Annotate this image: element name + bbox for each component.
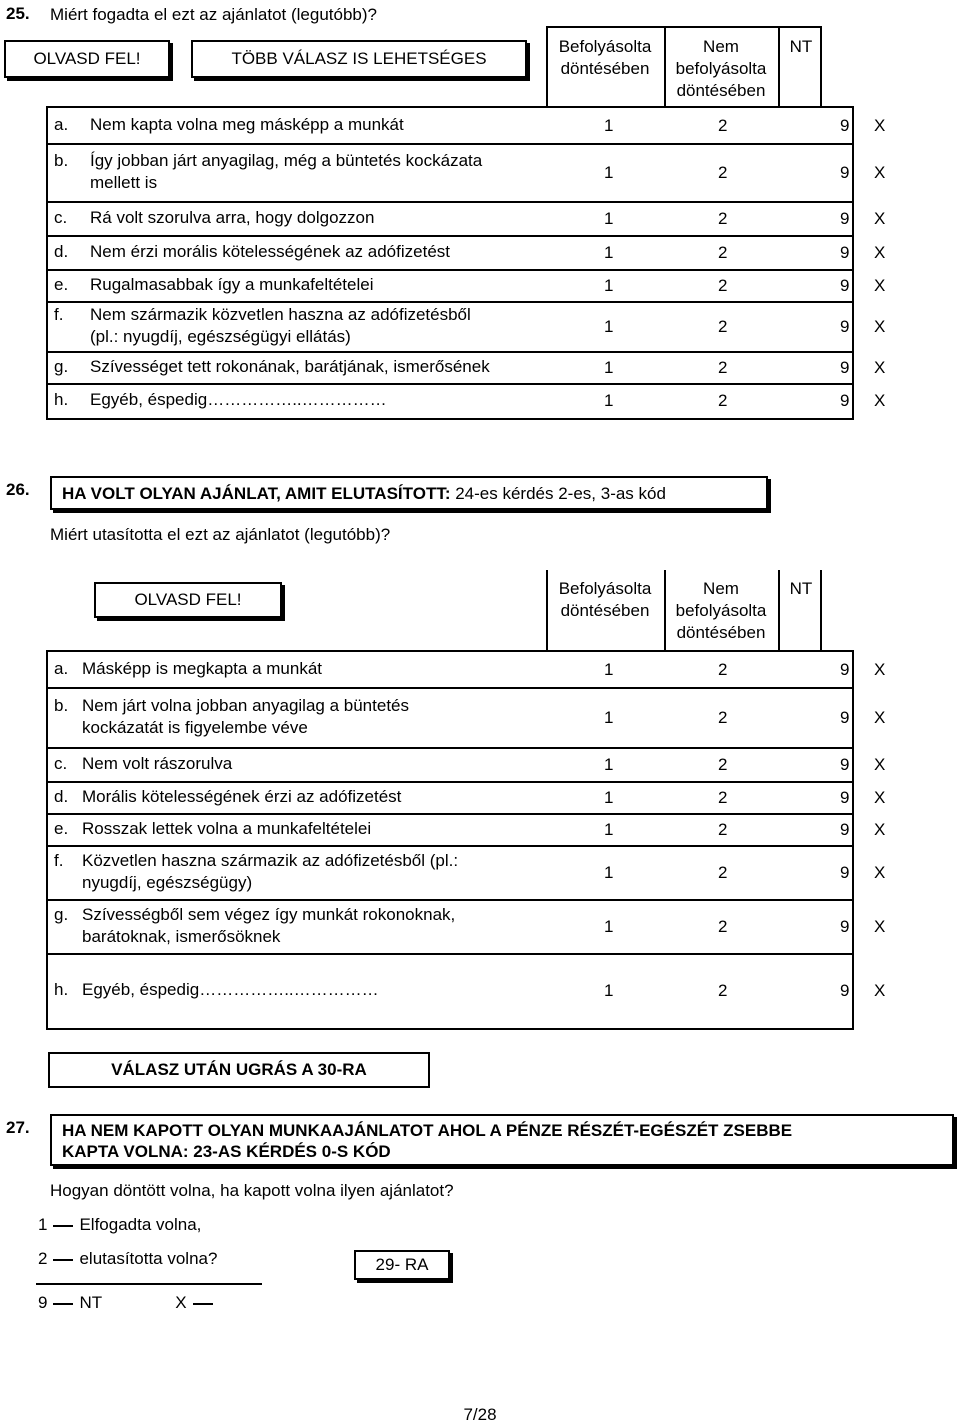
- code-options: [604, 980, 894, 1002]
- code-9[interactable]: 9: [840, 708, 850, 727]
- question-number-25: 25.: [6, 4, 30, 23]
- code-2[interactable]: 2: [718, 917, 728, 936]
- code-X[interactable]: X: [874, 243, 886, 262]
- read-aloud-box: [4, 40, 170, 78]
- answer-row: [48, 202, 886, 236]
- column-header-not-influenced-26: Nem befolyásolta döntésében: [675, 579, 767, 642]
- row-label: Rugalmasabbak így a munkafeltételei: [90, 275, 374, 294]
- code-1[interactable]: 1: [604, 755, 614, 774]
- code-options: [604, 787, 894, 809]
- code-options: [604, 659, 894, 681]
- option-nt: 9 NT X: [38, 1292, 219, 1314]
- row-letter: c.: [54, 754, 68, 773]
- answer-row: [48, 846, 886, 900]
- code-9[interactable]: 9: [840, 660, 850, 679]
- code-2[interactable]: 2: [718, 163, 728, 182]
- answer-row: [48, 900, 886, 954]
- code-1[interactable]: 1: [604, 660, 614, 679]
- code-1[interactable]: 1: [604, 391, 614, 410]
- row-letter: g.: [54, 357, 69, 376]
- column-header-influenced-26: Befolyásolta döntésében: [558, 579, 652, 620]
- code-options: [604, 275, 894, 297]
- goto-box: 29- RA: [354, 1250, 450, 1280]
- code-options: [604, 316, 894, 338]
- question-text-26: Miért utasította el ezt az ajánlatot (legutóbb)?: [50, 525, 391, 544]
- answer-row: [48, 814, 886, 846]
- row-letter: b.: [54, 696, 69, 715]
- row-letter: h.: [54, 980, 69, 999]
- code-X[interactable]: X: [874, 660, 886, 679]
- code-X[interactable]: X: [874, 317, 886, 336]
- code-2[interactable]: 2: [718, 391, 728, 410]
- code-X[interactable]: X: [874, 755, 886, 774]
- code-9[interactable]: 9: [840, 755, 850, 774]
- row-label: Nem járt volna jobban anyagilag a büntetés kockázatát is figyelembe véve: [82, 696, 409, 737]
- code-options: [604, 357, 894, 379]
- skip-instruction-box: VÁLASZ UTÁN UGRÁS A 30-RA: [48, 1052, 430, 1088]
- code-2[interactable]: 2: [718, 981, 728, 1000]
- code-9[interactable]: 9: [840, 917, 850, 936]
- code-X[interactable]: X: [874, 917, 886, 936]
- read-aloud-box-26: OLVASD FEL!: [94, 582, 282, 618]
- row-letter: b.: [54, 151, 69, 170]
- answer-row: [48, 782, 886, 814]
- code-1[interactable]: 1: [604, 163, 614, 182]
- code-options: [604, 208, 894, 230]
- code-1[interactable]: 1: [604, 209, 614, 228]
- code-9[interactable]: 9: [840, 391, 850, 410]
- code-1[interactable]: 1: [604, 981, 614, 1000]
- code-9[interactable]: 9: [840, 163, 850, 182]
- row-label: Egyéb, éspedig……………..……………: [82, 980, 379, 999]
- code-X[interactable]: X: [874, 981, 886, 1000]
- row-letter: c.: [54, 208, 68, 227]
- multiple-answers-label: TÖBB VÁLASZ IS LEHETSÉGES: [231, 49, 487, 68]
- code-9[interactable]: 9: [840, 863, 850, 882]
- row-label: Nem volt rászorulva: [82, 754, 233, 773]
- code-options: [604, 115, 894, 137]
- row-label: Szívességből sem végez így munkát rokonoknak, barátoknak, ismerősöknek: [82, 905, 456, 946]
- code-9[interactable]: 9: [840, 981, 850, 1000]
- code-9[interactable]: 9: [840, 243, 850, 262]
- row-label: Másképp is megkapta a munkát: [82, 659, 323, 678]
- row-letter: f.: [54, 851, 64, 870]
- code-1[interactable]: 1: [604, 788, 614, 807]
- code-options: [604, 707, 894, 729]
- answer-row: [48, 108, 886, 144]
- answer-row: [48, 302, 886, 352]
- option-accept: 1 Elfogadta volna,: [38, 1215, 202, 1234]
- code-1[interactable]: 1: [604, 243, 614, 262]
- code-9[interactable]: 9: [840, 209, 850, 228]
- answer-row: [48, 236, 886, 270]
- answer-row: [48, 384, 886, 418]
- read-aloud-label: OLVASD FEL!: [33, 49, 141, 68]
- code-9[interactable]: 9: [840, 358, 850, 377]
- code-1[interactable]: 1: [604, 863, 614, 882]
- code-2[interactable]: 2: [718, 358, 728, 377]
- code-2[interactable]: 2: [718, 708, 728, 727]
- code-options: [604, 916, 894, 938]
- row-label: Szívességet tett rokonának, barátjának, ismerősének: [90, 357, 490, 376]
- row-label: Nem kapta volna meg másképp a munkát: [90, 115, 404, 134]
- row-label: Nem származik közvetlen haszna az adófizetésből (pl.: nyugdíj, egészségügyi ellátás): [90, 305, 471, 346]
- row-letter: e.: [54, 819, 69, 838]
- code-2[interactable]: 2: [718, 820, 728, 839]
- row-letter: a.: [54, 115, 69, 134]
- question-text-25: Miért fogadta el ezt az ajánlatot (legutóbb)?: [50, 5, 377, 24]
- code-options: [604, 390, 894, 412]
- code-X[interactable]: X: [874, 708, 886, 727]
- row-letter: h.: [54, 390, 69, 409]
- row-label: Rá volt szorulva arra, hogy dolgozzon: [90, 208, 375, 227]
- answer-row: [48, 954, 886, 1028]
- row-letter: g.: [54, 905, 69, 924]
- code-2[interactable]: 2: [718, 243, 728, 262]
- code-1[interactable]: 1: [604, 708, 614, 727]
- code-2[interactable]: 2: [718, 788, 728, 807]
- column-header-influenced: Befolyásolta döntésében: [558, 37, 652, 78]
- code-9[interactable]: 9: [840, 116, 850, 135]
- answer-row: [48, 144, 886, 202]
- question-text-27: Hogyan döntött volna, ha kapott volna ilyen ajánlatot?: [50, 1181, 454, 1200]
- code-1[interactable]: 1: [604, 358, 614, 377]
- answer-row: [48, 352, 886, 384]
- row-label: Rosszak lettek volna a munkafeltételei: [82, 819, 372, 838]
- row-label: Nem érzi morális kötelességének az adófizetést: [90, 242, 450, 261]
- code-1[interactable]: 1: [604, 276, 614, 295]
- row-label: Morális kötelességének érzi az adófizetést: [82, 787, 402, 806]
- code-options: [604, 819, 894, 841]
- row-letter: a.: [54, 659, 69, 678]
- row-letter: d.: [54, 242, 69, 261]
- answer-row: [48, 652, 886, 688]
- code-9[interactable]: 9: [840, 820, 850, 839]
- code-X[interactable]: X: [874, 788, 886, 807]
- code-X[interactable]: X: [874, 116, 886, 135]
- code-2[interactable]: 2: [718, 317, 728, 336]
- code-X[interactable]: X: [874, 209, 886, 228]
- answer-row: [48, 688, 886, 748]
- page-number: 7/28: [463, 1405, 497, 1420]
- row-label: Egyéb, éspedig……………..……………: [90, 390, 387, 409]
- code-X[interactable]: X: [874, 358, 886, 377]
- code-2[interactable]: 2: [718, 209, 728, 228]
- question-number-26: 26.: [6, 480, 30, 499]
- code-2[interactable]: 2: [718, 276, 728, 295]
- code-X[interactable]: X: [874, 391, 886, 410]
- code-X[interactable]: X: [874, 276, 886, 295]
- option-reject: 2 elutasította volna?: [38, 1249, 218, 1268]
- code-1[interactable]: 1: [604, 317, 614, 336]
- q25-answer-table: [46, 106, 886, 420]
- code-options: [604, 162, 894, 184]
- code-2[interactable]: 2: [718, 116, 728, 135]
- multiple-answers-box: [191, 40, 527, 78]
- code-9[interactable]: 9: [840, 317, 850, 336]
- code-1[interactable]: 1: [604, 116, 614, 135]
- code-X[interactable]: X: [874, 163, 886, 182]
- code-options: [604, 242, 894, 264]
- code-9[interactable]: 9: [840, 276, 850, 295]
- code-9[interactable]: 9: [840, 788, 850, 807]
- answer-row: [48, 270, 886, 302]
- column-header-nt: NT: [789, 37, 813, 56]
- answer-row: [48, 748, 886, 782]
- row-label: Így jobban járt anyagilag, még a büntetés kockázata mellett is: [90, 151, 483, 192]
- row-letter: e.: [54, 275, 69, 294]
- code-2[interactable]: 2: [718, 660, 728, 679]
- filter-box-26: HA VOLT OLYAN AJÁNLAT, AMIT ELUTASÍTOTT: 24-es kérdés 2-es, 3-as kód: [50, 476, 768, 510]
- code-X[interactable]: X: [874, 820, 886, 839]
- question-number-27: 27.: [6, 1118, 30, 1137]
- code-1[interactable]: 1: [604, 820, 614, 839]
- column-header-not-influenced: Nem befolyásolta döntésében: [675, 37, 767, 100]
- row-letter: d.: [54, 787, 69, 806]
- code-1[interactable]: 1: [604, 917, 614, 936]
- code-X[interactable]: X: [874, 863, 886, 882]
- row-letter: f.: [54, 305, 64, 324]
- q26-answer-table: [46, 650, 886, 1030]
- code-options: [604, 862, 894, 884]
- code-2[interactable]: 2: [718, 755, 728, 774]
- code-options: [604, 754, 894, 776]
- row-label: Közvetlen haszna származik az adófizetésből (pl.: nyugdíj, egészségügy): [82, 851, 459, 892]
- code-2[interactable]: 2: [718, 863, 728, 882]
- filter-box-27: HA NEM KAPOTT OLYAN MUNKAAJÁNLATOT AHOL A PÉNZE RÉSZÉT-EGÉSZÉT ZSEBBE KAPTA VOLNA: 23-AS KÉRDÉS 0-S KÓD: [50, 1114, 954, 1166]
- column-header-nt-26: NT: [789, 579, 813, 598]
